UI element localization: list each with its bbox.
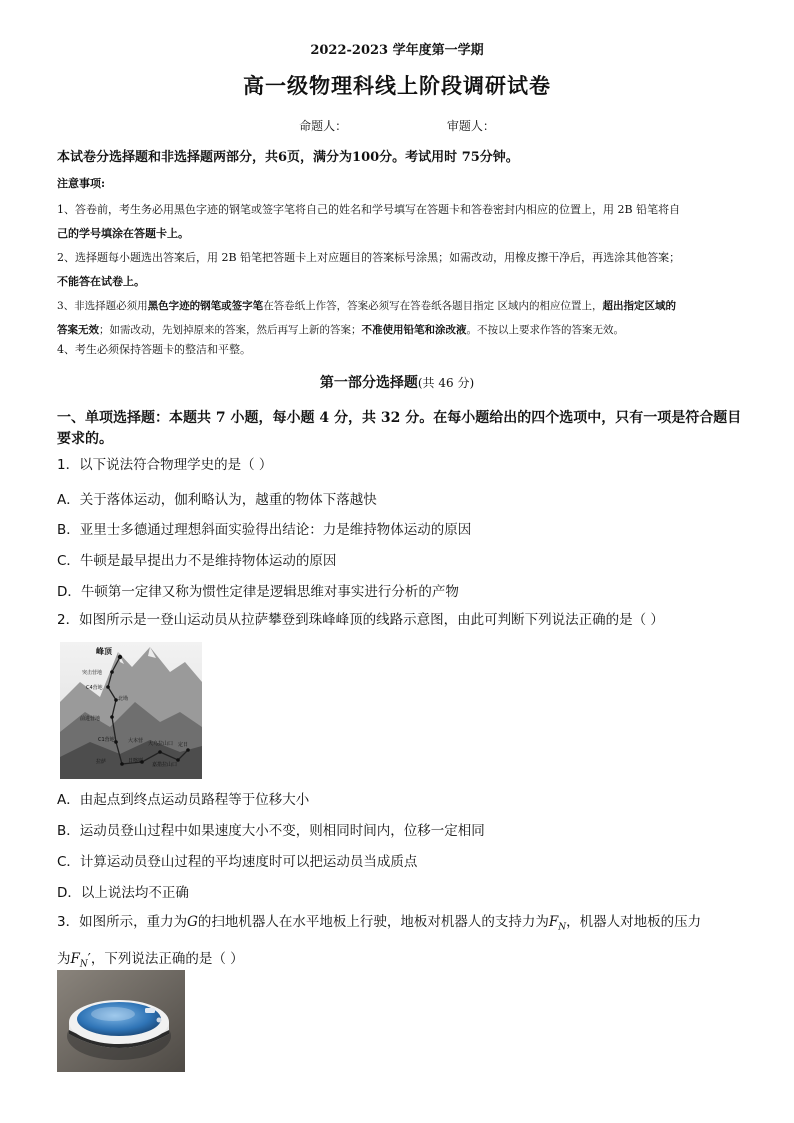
q2-option-a: A．由起点到终点运动员路程等于位移大小: [57, 792, 310, 808]
map-label-shigatse: 日喀则: [128, 758, 144, 764]
setter-label: 命题人：: [299, 119, 348, 133]
map-label-peak: 峰顶: [96, 647, 112, 656]
q1-option-b: B．亚里士多德通过理想斜面实验得出结论：力是维持物体运动的原因: [57, 522, 472, 538]
exam-title: 高一级物理科线上阶段调研试卷: [243, 73, 551, 98]
setter-line: [0, 117, 794, 134]
notice-heading: 注意事项:: [57, 177, 106, 190]
q2-option-c: C．计算运动员登山过程的平均速度时可以把运动员当成质点: [57, 854, 418, 870]
climbing-route-figure: [60, 642, 202, 779]
notice-1: 1、答卷前，考生务必用黑色字迹的钢笔或签字笔将自己的姓名和学号填写在答题卡和答卷密封内相应的位置上，用 2B 铅笔将自 己的学号填涂在答题卡上。: [57, 203, 681, 240]
notice-4: 4、考生必须保持答题卡的整洁和平整。: [57, 343, 251, 356]
question-3: 3．如图所示，重力为G的扫地机器人在水平地板上行驶，地板对机器人的支持力为$F_N$，机器人对地板的压力 为$F_N'$，下列说法正确的是（ ）: [57, 914, 702, 970]
q1-option-a: A．关于落体运动，伽利略认为，越重的物体下落越快: [57, 492, 377, 508]
map-label-gyatso: 嘉措拉山口: [152, 762, 178, 768]
exam-year: 2022-2023 学年度第一学期: [310, 43, 484, 58]
map-label-lhasa: 拉萨: [96, 759, 107, 765]
notice-2: 2、选择题每小题选出答案后，用 2B 铅笔把答题卡上对应题目的答案标号涂黑；如需改动，用橡皮擦干净后，再选涂其他答案； 不能答在试卷上。: [57, 251, 681, 288]
map-label-north: 北坳: [118, 696, 129, 702]
map-label-advance: 前进营地: [80, 716, 101, 722]
peak-marker: [118, 655, 122, 659]
section-title: 第一部分选择题(共 46 分): [319, 375, 475, 391]
map-label-base: 大本营: [128, 738, 144, 744]
reviewer-label: 审题人：: [446, 119, 495, 133]
map-label-dingri: 定日: [178, 742, 189, 748]
q2-option-d: D．以上说法均不正确: [57, 885, 189, 901]
map-label-c1: C1营地: [98, 737, 115, 743]
robot-vacuum-figure: [57, 970, 185, 1072]
map-label-pass: 大乌拉山口: [148, 741, 174, 747]
q1-option-d: D．牛顿第一定律又称为惯性定律是逻辑思维对事实进行分析的产物: [57, 584, 459, 600]
q1-option-c: C．牛顿是最早提出力不是维持物体运动的原因: [57, 553, 337, 569]
q2-option-b: B．运动员登山过程中如果速度大小不变，则相同时间内，位移一定相同: [57, 823, 485, 839]
map-label-c4: C4营地: [86, 685, 103, 691]
symbol-g: G: [187, 914, 198, 930]
question-1: 1．以下说法符合物理学史的是（ ）: [57, 457, 273, 473]
exam-intro: 本试卷分选择题和非选择题两部分，共6页，满分为100分。考试用时 75分钟。: [57, 150, 519, 165]
map-label-camp: 突击营地: [82, 670, 103, 676]
notice-3: 3、非选择题必须用黑色字迹的钢笔或签字笔在答卷纸上作答，答案必须写在答卷纸各题目指定 区域内的相应位置上，超出指定区域的 答案无效；如需改动，先划掉原来的答案，然后再写上新的答案；不准使用铅笔和涂改液。不按以上要求作答的答案无效。: [57, 300, 677, 336]
part1-instructions: 一、单项选择题：本题共 7 小题，每小题 4 分，共 32 分。在每小题给出的四个选项中，只有一项是符合题目 要求的。: [57, 410, 742, 447]
question-2: 2．如图所示是一登山运动员从拉萨攀登到珠峰峰顶的线路示意图，由此可判断下列说法正确的是（ ）: [57, 612, 664, 628]
